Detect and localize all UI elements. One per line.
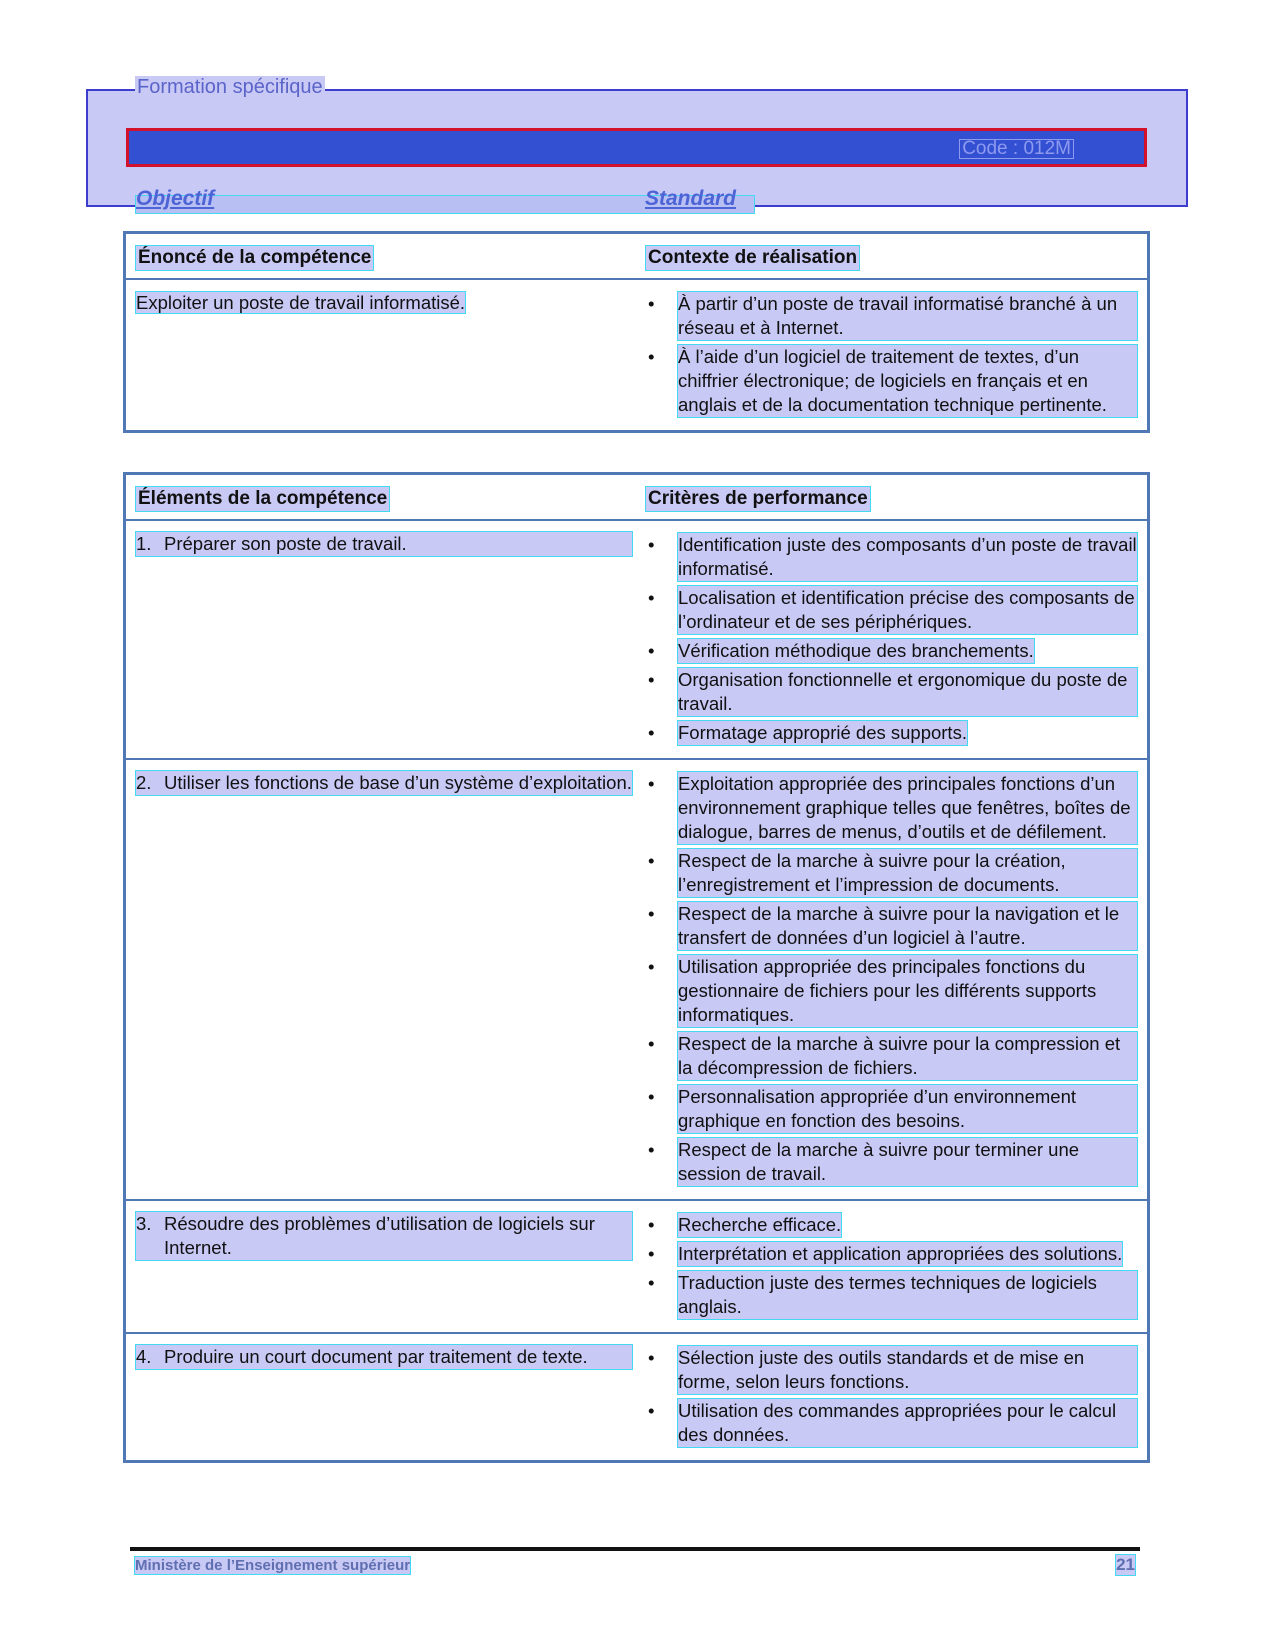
bullet-icon	[646, 639, 678, 663]
competence-table-header	[125, 233, 1149, 280]
criteria-list	[646, 521, 1147, 758]
code-label: Code : 012M	[959, 139, 1074, 159]
list-item: • Formatage approprié des supports.	[646, 721, 1137, 745]
list-item: • Respect de la marche à suivre pour terminer une session de travail.	[646, 1138, 1137, 1186]
objectif-heading: Objectif	[136, 187, 215, 210]
bullet-icon	[646, 292, 678, 340]
list-item: • Vérification méthodique des branchements.	[646, 639, 1137, 663]
contexte-header: Contexte de réalisation	[648, 247, 858, 268]
criteria-list	[646, 1334, 1147, 1460]
bullet-icon	[646, 1085, 678, 1133]
bullet-icon	[646, 533, 678, 581]
enonce-header: Énoncé de la compétence	[138, 247, 372, 268]
element-text: Préparer son poste de travail.	[164, 533, 407, 554]
criteria-list	[646, 760, 1147, 1199]
list-item: • Interprétation et application appropriées des solutions.	[646, 1242, 1137, 1266]
footer-rule	[130, 1547, 1140, 1551]
bullet-icon	[646, 1399, 678, 1447]
list-item: • Organisation fonctionnelle et ergonomique du poste de travail.	[646, 668, 1137, 716]
bullet-icon	[646, 849, 678, 897]
list-item: • À partir d’un poste de travail informatisé branché à un réseau et à Internet.	[646, 292, 1137, 340]
header-region	[86, 89, 1188, 207]
list-item: • Recherche efficace.	[646, 1213, 1137, 1237]
bullet-icon	[646, 1242, 678, 1266]
list-item: • Utilisation appropriée des principales fonctions du gestionnaire de fichiers pour les différents supports informatiques.	[646, 955, 1137, 1027]
title-bar	[126, 128, 1147, 167]
elements-header: Éléments de la compétence	[138, 488, 388, 509]
competence-statement: Exploiter un poste de travail informatisé.	[136, 292, 466, 313]
bullet-icon	[646, 1271, 678, 1319]
contexte-list	[646, 280, 1147, 430]
bullet-icon	[646, 1032, 678, 1080]
element-row-1	[125, 520, 1149, 759]
bullet-icon	[646, 902, 678, 950]
element-text: Utiliser les fonctions de base d’un système d’exploitation.	[164, 772, 632, 793]
list-item: • Respect de la marche à suivre pour la navigation et le transfert de données d’un logiciel à l’autre.	[646, 902, 1137, 950]
elements-table	[123, 472, 1150, 1463]
bullet-icon	[646, 1138, 678, 1186]
bullet-icon	[646, 772, 678, 844]
element-number: 2.	[136, 772, 152, 793]
bullet-icon	[646, 721, 678, 745]
competence-row	[125, 279, 1149, 432]
list-item: • Sélection juste des outils standards et de mise en forme, selon leurs fonctions.	[646, 1346, 1137, 1394]
section-label: Formation spécifique	[137, 76, 323, 98]
bullet-icon	[646, 955, 678, 1027]
element-number: 4.	[136, 1346, 152, 1367]
list-item: • Utilisation des commandes appropriées pour le calcul des données.	[646, 1399, 1137, 1447]
list-item: • Localisation et identification précise des composants de l’ordinateur et de ses périphériques.	[646, 586, 1137, 634]
list-item: • Exploitation appropriée des principales fonctions d’un environnement graphique telles que fenêtres, boîtes de dialogue, barres de menus, d’outils et de défilement.	[646, 772, 1137, 844]
bullet-icon	[646, 1346, 678, 1394]
element-row-4	[125, 1333, 1149, 1462]
elements-table-header	[125, 474, 1149, 521]
bullet-icon	[646, 668, 678, 716]
bullet-icon	[646, 586, 678, 634]
bullet-icon	[646, 1213, 678, 1237]
element-row-3	[125, 1200, 1149, 1333]
page-number: 21	[1116, 1555, 1135, 1574]
standard-heading: Standard	[645, 187, 737, 210]
list-item: • Respect de la marche à suivre pour la compression et la décompression de fichiers.	[646, 1032, 1137, 1080]
list-item: • Traduction juste des termes techniques de logiciels anglais.	[646, 1271, 1137, 1319]
competence-table	[123, 231, 1150, 433]
element-text: Résoudre des problèmes d’utilisation de logiciels sur Internet.	[164, 1213, 595, 1258]
list-item: • Respect de la marche à suivre pour la création, l’enregistrement et l’impression de documents.	[646, 849, 1137, 897]
criteres-header: Critères de performance	[648, 488, 868, 509]
element-number: 1.	[136, 533, 152, 554]
element-number: 3.	[136, 1213, 152, 1234]
element-row-2	[125, 759, 1149, 1200]
list-item: • Identification juste des composants d’un poste de travail informatisé.	[646, 533, 1137, 581]
bullet-icon	[646, 345, 678, 417]
list-item: • À l’aide d’un logiciel de traitement de textes, d’un chiffrier électronique; de logiciels en français et en anglais et de la documentation technique pertinente.	[646, 345, 1137, 417]
element-text: Produire un court document par traitement de texte.	[164, 1346, 588, 1367]
criteria-list	[646, 1201, 1147, 1332]
footer-ministry: Ministère de l’Enseignement supérieur	[135, 1557, 411, 1574]
list-item: • Personnalisation appropriée d’un environnement graphique en fonction des besoins.	[646, 1085, 1137, 1133]
